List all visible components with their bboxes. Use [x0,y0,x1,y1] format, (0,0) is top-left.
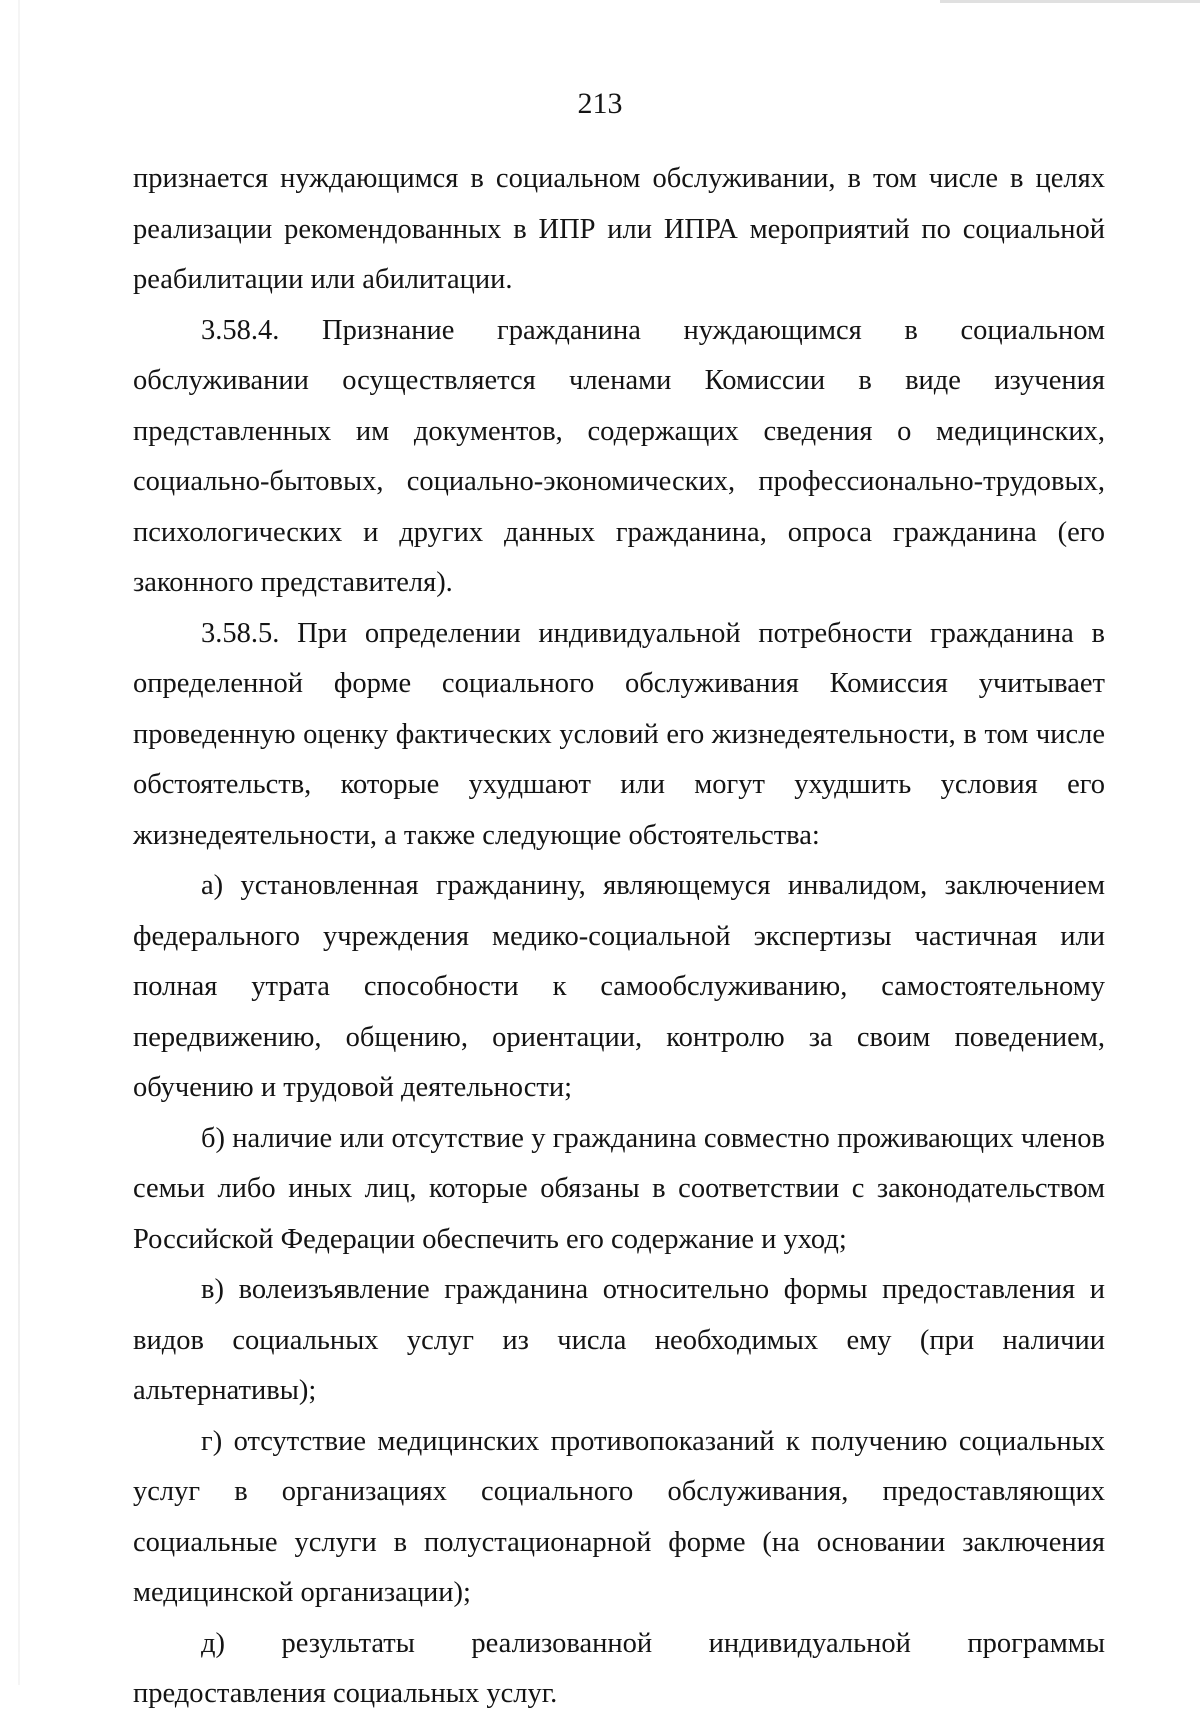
list-item-d: д) результаты реализованной индивидуальной программы предоставления социальных услуг. [133,1627,1105,1709]
paragraph-3-58-5: 3.58.5. При определении индивидуальной потребности гражданина в определенной форме социального обслуживания Комиссия учитывает проведенную оценку фактических условий его жизнедеятельности, в том числе обстоятельств, которые ухудшают или могут ухудшить условия его жизнедеятельности, а также следующие обстоятельства: [133,617,1105,851]
page-number: 213 [577,87,623,120]
paragraph-3-58-4: 3.58.4. Признание гражданина нуждающимся в социальном обслуживании осуществляется членами Комиссии в виде изучения представленных им документов, содержащих сведения о медицинских, социально-бытовых, социально-экономических, профессионально-трудовых, психологических и других данных гражданина, опроса гражданина (его законного представителя). [133,314,1105,598]
list-item-b: б) наличие или отсутствие у гражданина совместно проживающих членов семьи либо иных лиц, которые обязаны в соответствии с законодательством Российской Федерации обеспечить его содержание и уход; [133,1122,1105,1255]
list-item-v: в) волеизъявление гражданина относительно формы предоставления и видов социальных услуг из числа необходимых ему (при наличии альтернативы); [133,1274,1105,1406]
list-item-a: а) установленная гражданину, являющемуся инвалидом, заключением федерального учреждения медико-социальной экспертизы частичная или полная утрата способности к самообслуживанию, самостоятельному передвижению, общению, ориентации, контролю за своим поведением, обучению и трудовой деятельности; [133,870,1105,1103]
paragraph-continuation: признается нуждающимся в социальном обслуживании, в том числе в целях реализации рекомендованных в ИПР или ИПРА мероприятий по социальной реабилитации или абилитации. [133,163,1105,295]
scan-edge-artifact [18,0,20,1685]
document-body [133,154,1105,1720]
list-item-g: г) отсутствие медицинских противопоказаний к получению социальных услуг в организациях социального обслуживания, предоставляющих социальные услуги в полустационарной форме (на основании заключения медицинской организации); [133,1425,1105,1608]
scan-top-artifact [940,0,1200,3]
